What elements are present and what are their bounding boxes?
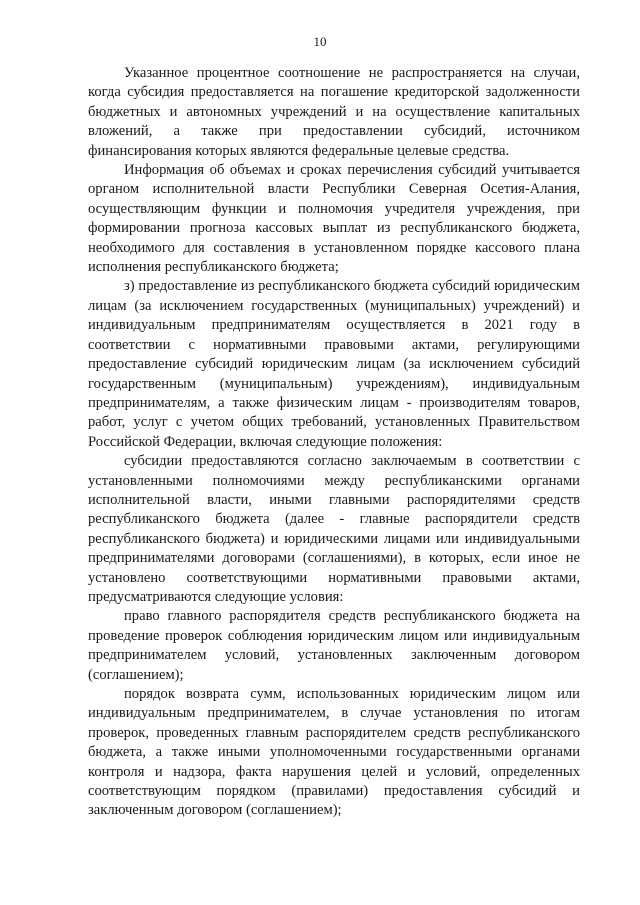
page-number: 10: [313, 34, 327, 49]
paragraph-refund-procedure: порядок возврата сумм, использованных юридическим лицом или индивидуальным предпринимателем, в случае установления по итогам проверок, проведенных главным распорядителем средств республиканского бюджета, а также иными уполномоченными государственными органами контроля и надзора, факта нарушения целей и условий, определенных соответствующим порядком (правилами) предоставления субсидий и заключенным договором (соглашением);: [88, 686, 580, 819]
paragraph-subsidy-agreements: субсидии предоставляются согласно заключаемым в соответствии с установленными полномочиями между республиканскими органами исполнительной власти, иными главными распорядителями средств республиканского бюджета (далее - главные распорядители средств республиканского бюджета) и юридическими лицами или индивидуальными предпринимателями договорами (соглашениями), в которых, если иное не установлено соответствующими нормативными правовыми актами, предусматриваются следующие условия:: [88, 453, 580, 605]
document-body: [88, 64, 580, 821]
paragraph-inspection-right: право главного распорядителя средств республиканского бюджета на проведение проверок соблюдения юридическим лицом или индивидуальным предпринимателем условий, установленных заключенным договором (соглашением);: [88, 608, 580, 683]
paragraph-percentage-exception: Указанное процентное соотношение не распространяется на случаи, когда субсидия предоставляется на погашение кредиторской задолженности бюджетных и автономных учреждений и на осуществление капитальных вложений, а также при предоставлении субсидий, источником финансирования которых являются федеральные целевые средства.: [88, 65, 580, 159]
paragraph-subsidy-info: Информация об объемах и сроках перечисления субсидий учитывается органом исполнительной власти Республики Северная Осетия-Алания, осуществляющим функции и полномочия учредителя учреждения, при формировании прогноза кассовых выплат из республиканского бюджета, необходимого для составления в установленном порядке кассового плана исполнения республиканского бюджета;: [88, 162, 580, 276]
paragraph-item-z: з) предоставление из республиканского бюджета субсидий юридическим лицам (за исключением государственных (муниципальных) учреждений) и индивидуальным предпринимателям осуществляется в 2021 году в соответствии с нормативными правовыми актами, регулирующими предоставление субсидий юридическим лицам (за исключением субсидий государственным (муниципальным) учреждениям), индивидуальным предпринимателям, а также физическим лицам - производителям товаров, работ, услуг с учетом общих требований, установленных Правительством Российской Федерации, включая следующие положения:: [88, 278, 580, 450]
